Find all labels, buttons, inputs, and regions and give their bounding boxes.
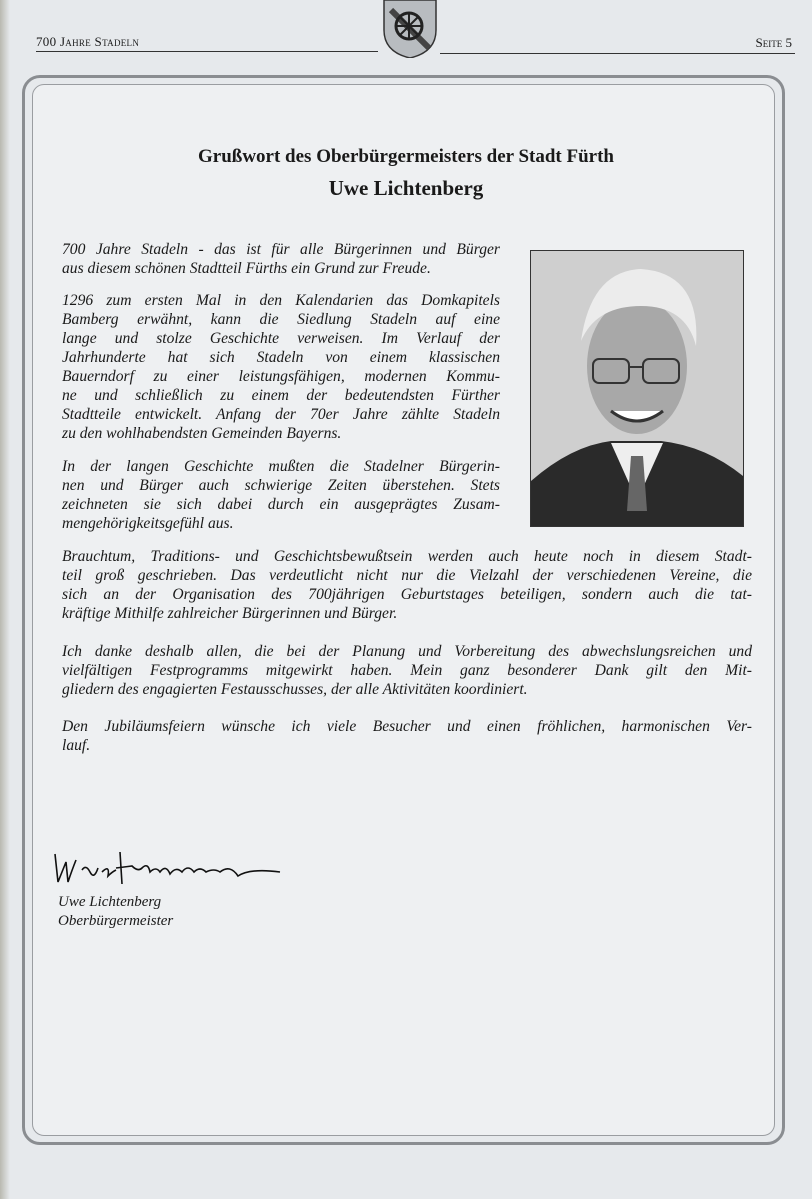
body-paragraph (62, 717, 752, 755)
text-line: gliedern des engagierten Festausschusses, der alle Aktivitäten koordiniert. (62, 681, 528, 698)
author-title: Uwe Lichtenberg (328, 176, 484, 200)
greeting-title: Grußwort des Oberbürgermeisters der Stadt Fürth (197, 146, 614, 167)
text-line: Jahrhunderte hat sich Stadeln von einem klassischen (62, 349, 500, 366)
text-line: In der langen Geschichte mußten die Stadelner Bürgerin- (62, 458, 500, 475)
coat-of-arms-icon (381, 0, 439, 58)
body-paragraph (62, 291, 500, 443)
text-line: sich an der Organisation des 700jährigen Geburtstages beteiligen, sondern auch die tat- (62, 586, 752, 603)
text-line: zeichneten sie sich dabei durch ein ausgeprägtes Zusam- (62, 496, 500, 513)
text-line: aus diesem schönen Stadtteil Fürths ein Grund zur Freude. (62, 260, 431, 277)
portrait-photo (530, 250, 744, 527)
running-header-title: 700 Jahre Stadeln (36, 34, 140, 49)
text-line: Stadtteile entwickelt. Anfang der 70er Jahre zählte Stadeln (62, 406, 500, 423)
text-line: lauf. (62, 737, 91, 754)
page-number: Seite 5 (755, 35, 792, 50)
text-line: ne und schließlich zu einem der bedeutendsten Fürther (62, 387, 500, 404)
body-paragraph (62, 547, 752, 623)
text-line: Ich danke deshalb allen, die bei der Planung und Vorbereitung des abwechslungsreichen und (62, 643, 752, 660)
text-line: teil groß geschrieben. Das verdeutlicht nicht nur die Vielzahl der verschiedenen Vereine, die (62, 567, 752, 584)
text-line: vielfältigen Festprogramms mitgewirkt haben. Mein ganz besonderer Dank gilt den Mit- (62, 662, 752, 679)
header-rule (440, 53, 795, 54)
text-line: 700 Jahre Stadeln - das ist für alle Bürgerinnen und Bürger (62, 241, 500, 258)
text-line: kräftige Mithilfe zahlreicher Bürgerinnen und Bürger. (62, 605, 398, 622)
text-line: Bamberg erwähnt, kann die Siedlung Stadeln auf eine (62, 311, 500, 328)
handwritten-signature (50, 842, 290, 892)
text-line: nen und Bürger auch schwierige Zeiten überstehen. Stets (62, 477, 500, 494)
header-rule (36, 51, 378, 52)
text-line: 1296 zum ersten Mal in den Kalendarien das Domkapitels (62, 292, 500, 309)
text-line: lange und stolze Geschichte verweisen. Im Verlauf der (62, 330, 500, 347)
signatory-role: Oberbürgermeister (58, 913, 174, 929)
body-paragraph (62, 642, 752, 699)
signatory-name: Uwe Lichtenberg (58, 894, 162, 910)
body-paragraph (62, 457, 500, 533)
text-line: Bauerndorf zu einer leistungsfähigen, modernen Kommu- (62, 368, 500, 385)
text-line: mengehörigkeitsgefühl aus. (62, 515, 234, 532)
body-paragraph (62, 240, 500, 278)
text-line: Brauchtum, Traditions- und Geschichtsbewußtsein werden auch heute noch in diesem Stadt- (62, 548, 752, 565)
text-line: zu den wohlhabendsten Gemeinden Bayerns. (62, 425, 342, 442)
text-line: Den Jubiläumsfeiern wünsche ich viele Besucher und einen fröhlichen, harmonischen Ver- (62, 718, 752, 735)
